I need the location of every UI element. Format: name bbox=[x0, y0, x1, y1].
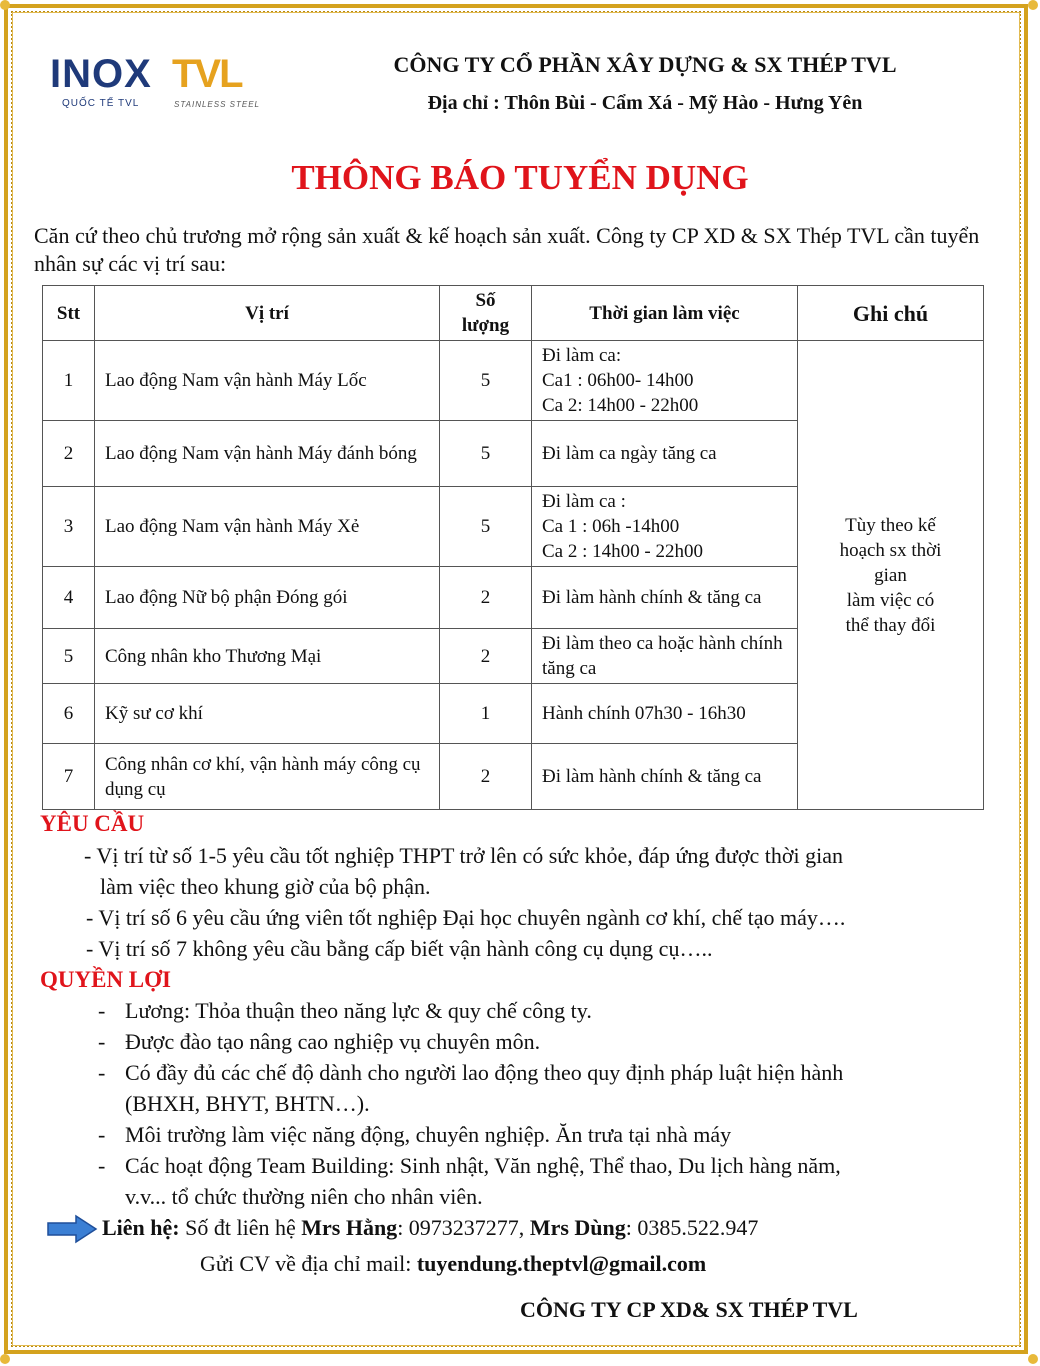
arrow-right-icon bbox=[46, 1213, 98, 1245]
header-quantity-line2: lượng bbox=[461, 315, 510, 336]
benefit-bullet: - bbox=[98, 998, 106, 1023]
corner-ornament bbox=[0, 1354, 10, 1364]
header-quantity-line1: Số bbox=[475, 290, 496, 311]
corner-ornament bbox=[0, 0, 10, 10]
company-address: Địa chỉ : Thôn Bùi - Cẩm Xá - Mỹ Hào - Hưng Yên bbox=[427, 92, 863, 114]
cell-stt: 2 bbox=[43, 421, 95, 487]
cell-time bbox=[532, 684, 798, 744]
requirement-line: - Vị trí từ số 1-5 yêu cầu tốt nghiệp THPT trở lên có sức khỏe, đáp ứng được thời gian bbox=[84, 843, 843, 868]
benefit-line: (BHXH, BHYT, BHTN…). bbox=[125, 1091, 370, 1116]
note-line: làm việc có bbox=[846, 589, 935, 611]
header-position: Vị trí bbox=[95, 286, 440, 341]
table-header-row bbox=[43, 286, 984, 341]
requirement-line: làm việc theo khung giờ của bộ phận. bbox=[100, 874, 431, 899]
cell-stt: 6 bbox=[43, 684, 95, 744]
header-quantity bbox=[440, 286, 532, 341]
requirement-line: - Vị trí số 7 không yêu cầu bằng cấp biết vận hành công cụ dụng cụ….. bbox=[86, 936, 713, 961]
email-address[interactable]: tuyendung.theptvl@gmail.com bbox=[416, 1251, 707, 1276]
requirement-line: - Vị trí số 6 yêu cầu ứng viên tốt nghiệp Đại học chuyên ngành cơ khí, chế tạo máy…. bbox=[86, 905, 846, 930]
contact-label: Liên hệ: bbox=[102, 1215, 180, 1240]
note-line: gian bbox=[874, 564, 907, 586]
cell-quantity: 5 bbox=[440, 487, 532, 567]
header-note: Ghi chú bbox=[798, 286, 984, 341]
table-row bbox=[43, 341, 984, 421]
note-line: hoạch sx thời bbox=[839, 539, 942, 561]
time-line: Ca 2: 14h00 - 22h00 bbox=[542, 395, 699, 416]
contact-name-2: Mrs Dùng bbox=[529, 1215, 626, 1240]
contact-phone-1: : 0973237277, bbox=[397, 1215, 530, 1240]
cell-time bbox=[532, 341, 798, 421]
time-line: Đi làm ca : bbox=[542, 491, 626, 512]
cell-time bbox=[532, 567, 798, 629]
benefit-line: Có đầy đủ các chế độ dành cho người lao động theo quy định pháp luật hiện hành bbox=[125, 1060, 844, 1085]
cell-quantity: 2 bbox=[440, 629, 532, 684]
cell-stt: 7 bbox=[43, 744, 95, 810]
header-stt: Stt bbox=[43, 286, 95, 341]
cell-position: Lao động Nam vận hành Máy đánh bóng bbox=[95, 421, 440, 487]
contact-phone-2: : 0385.522.947 bbox=[625, 1215, 759, 1240]
time-line: Ca1 : 06h00- 14h00 bbox=[542, 370, 694, 391]
company-name: CÔNG TY CỔ PHẦN XÂY DỰNG & SX THÉP TVL bbox=[393, 52, 897, 77]
logo-tvl: TVL bbox=[172, 52, 242, 96]
cell-quantity: 2 bbox=[440, 567, 532, 629]
cell-quantity: 5 bbox=[440, 421, 532, 487]
logo-inox-sub: QUỐC TẾ TVL bbox=[62, 98, 140, 109]
note-line: Tùy theo kế bbox=[845, 514, 936, 536]
cell-position: Lao động Nam vận hành Máy Xẻ bbox=[95, 487, 440, 567]
benefit-line: Được đào tạo nâng cao nghiệp vụ chuyên môn. bbox=[125, 1029, 541, 1054]
jobs-table bbox=[42, 285, 984, 810]
cell-quantity: 1 bbox=[440, 684, 532, 744]
cell-position: Công nhân kho Thương Mại bbox=[95, 629, 440, 684]
corner-ornament bbox=[1028, 1354, 1038, 1364]
header-time: Thời gian làm việc bbox=[532, 286, 798, 341]
corner-ornament bbox=[1028, 0, 1038, 10]
cell-position: Lao động Nam vận hành Máy Lốc bbox=[95, 341, 440, 421]
cell-time bbox=[532, 421, 798, 487]
benefit-line: Môi trường làm việc năng động, chuyên nghiệp. Ăn trưa tại nhà máy bbox=[125, 1122, 732, 1147]
company-logo bbox=[50, 52, 275, 122]
benefit-bullet: - bbox=[98, 1060, 106, 1085]
cell-position: Kỹ sư cơ khí bbox=[95, 684, 440, 744]
contact-line bbox=[102, 1214, 758, 1242]
benefit-line: Lương: Thỏa thuận theo năng lực & quy chế công ty. bbox=[125, 998, 592, 1023]
cell-position: Công nhân cơ khí, vận hành máy công cụ dụng cụ bbox=[95, 744, 440, 810]
cell-time bbox=[532, 487, 798, 567]
benefit-bullet: - bbox=[98, 1029, 106, 1054]
contact-name-1: Mrs Hằng bbox=[301, 1215, 398, 1240]
cell-stt: 3 bbox=[43, 487, 95, 567]
logo-tvl-sub: STAINLESS STEEL bbox=[174, 100, 260, 109]
time-line: Đi làm theo ca hoặc hành chính tăng ca bbox=[542, 633, 783, 679]
intro-paragraph: Căn cứ theo chủ trương mở rộng sản xuất & kế hoạch sản xuất. Công ty CP XD & SX Thép TVL cần tuyển nhân sự các vị trí sau: bbox=[34, 223, 980, 276]
time-line: Đi làm hành chính & tăng ca bbox=[542, 587, 762, 608]
benefit-bullet: - bbox=[98, 1122, 106, 1147]
time-line: Ca 2 : 14h00 - 22h00 bbox=[542, 541, 703, 562]
cell-stt: 5 bbox=[43, 629, 95, 684]
cell-note bbox=[798, 341, 984, 810]
cell-quantity: 5 bbox=[440, 341, 532, 421]
benefit-line: Các hoạt động Team Building: Sinh nhật, Văn nghệ, Thể thao, Du lịch hàng năm, bbox=[125, 1153, 841, 1178]
logo-inox: INOX bbox=[50, 52, 152, 96]
time-line: Hành chính 07h30 - 16h30 bbox=[542, 703, 746, 724]
cell-position: Lao động Nữ bộ phận Đóng gói bbox=[95, 567, 440, 629]
requirements-heading: YÊU CẦU bbox=[40, 811, 145, 836]
time-line: Đi làm ca ngày tăng ca bbox=[542, 443, 717, 464]
signature: CÔNG TY CP XD& SX THÉP TVL bbox=[520, 1297, 858, 1322]
time-line: Đi làm ca: bbox=[542, 345, 622, 366]
note-line: thể thay đổi bbox=[845, 614, 936, 636]
benefit-line: v.v... tổ chức thường niên cho nhân viên. bbox=[125, 1184, 483, 1209]
time-line: Đi làm hành chính & tăng ca bbox=[542, 766, 762, 787]
benefits-heading: QUYỀN LỢI bbox=[40, 967, 171, 992]
time-line: Ca 1 : 06h -14h00 bbox=[542, 516, 680, 537]
cell-quantity: 2 bbox=[440, 744, 532, 810]
cell-time bbox=[532, 629, 798, 684]
cell-stt: 1 bbox=[43, 341, 95, 421]
page-title: THÔNG BÁO TUYỂN DỤNG bbox=[291, 158, 749, 197]
benefit-bullet: - bbox=[98, 1153, 106, 1178]
cell-stt: 4 bbox=[43, 567, 95, 629]
contact-text: Số đt liên hệ bbox=[179, 1215, 302, 1240]
email-line bbox=[200, 1250, 706, 1278]
email-label: Gửi CV về địa chỉ mail: bbox=[200, 1251, 417, 1276]
cell-time bbox=[532, 744, 798, 810]
